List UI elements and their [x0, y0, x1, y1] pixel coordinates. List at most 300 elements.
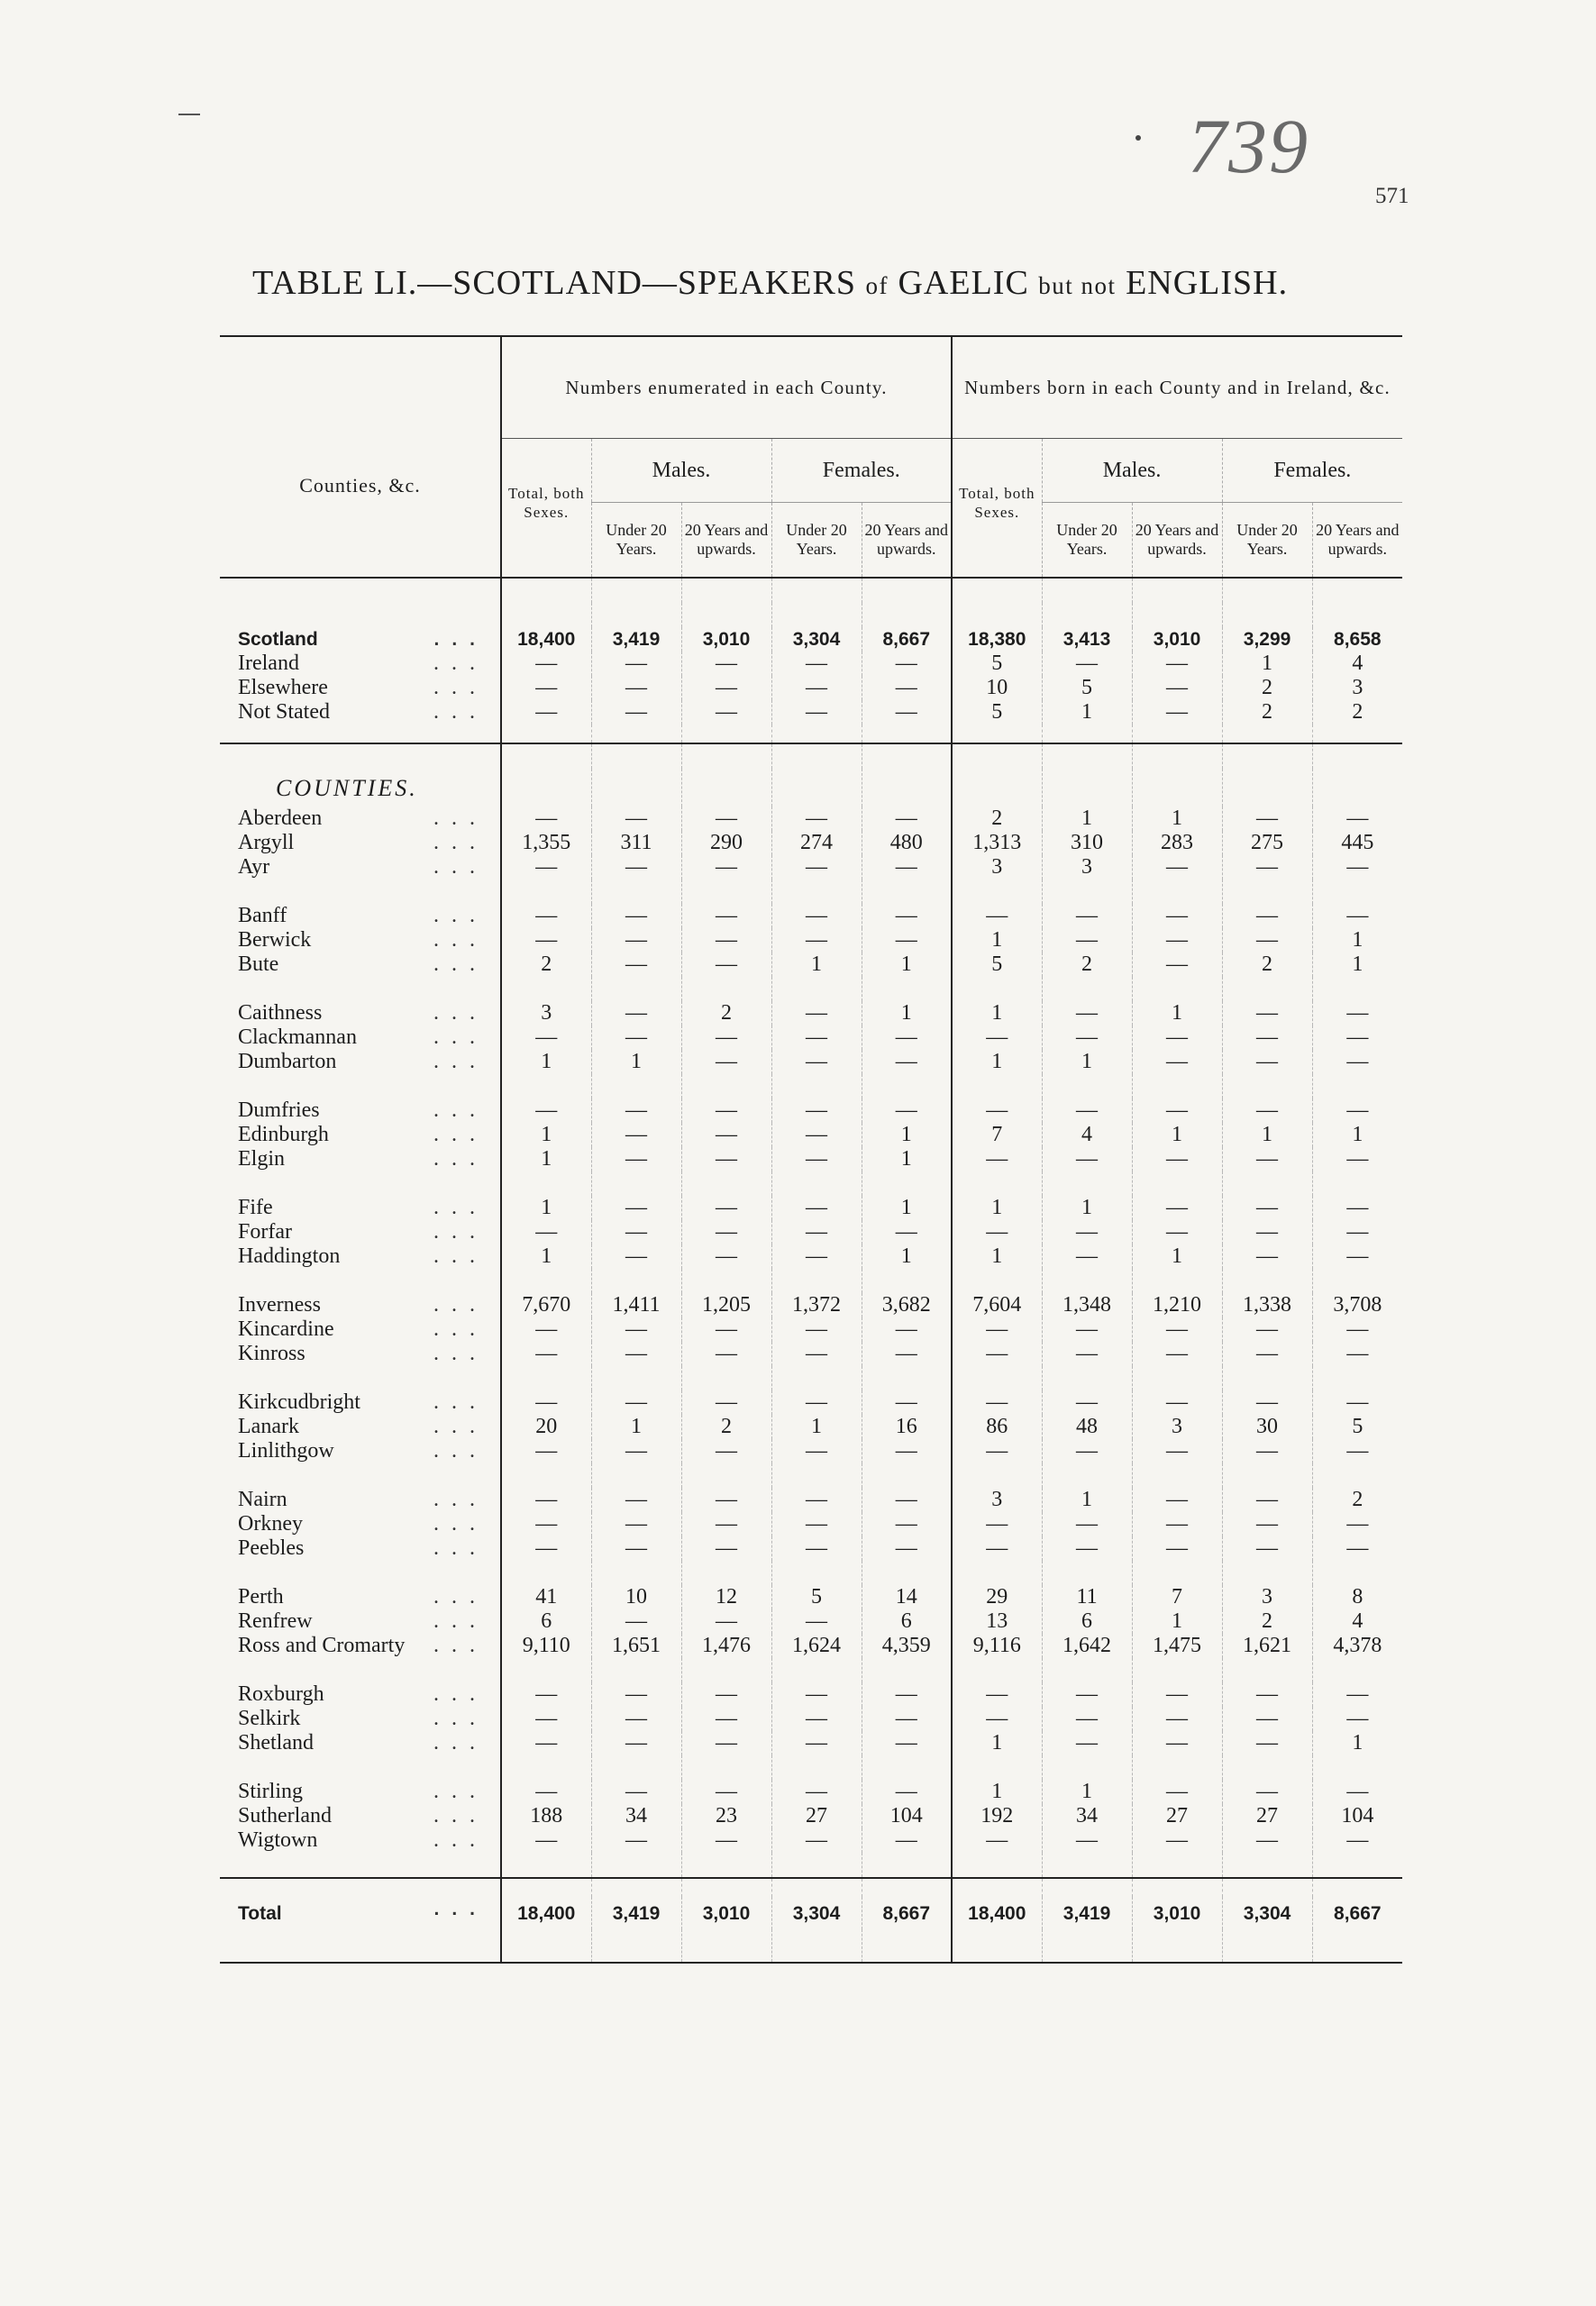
- value-cell: —: [771, 1707, 862, 1731]
- blank-cell: [1132, 1658, 1222, 1682]
- blank-cell: [1132, 880, 1222, 904]
- value-cell: 480: [862, 831, 952, 855]
- over-20-header: 20 Years and upwards.: [862, 503, 952, 579]
- leader-dots: ...: [433, 1512, 488, 1536]
- value-cell: —: [501, 1098, 591, 1123]
- value-cell: 2: [1222, 952, 1312, 977]
- blank-cell: [681, 769, 771, 807]
- blank-cell: [1312, 1755, 1402, 1780]
- value-cell: —: [1222, 1828, 1312, 1853]
- value-cell: —: [1132, 952, 1222, 977]
- value-cell: 4: [1312, 1609, 1402, 1634]
- value-cell: 4,378: [1312, 1634, 1402, 1658]
- value-cell: —: [681, 1731, 771, 1755]
- row-label: Selkirk: [238, 1707, 301, 1730]
- value-cell: —: [501, 652, 591, 676]
- leader-dots: ...: [433, 1147, 488, 1171]
- blank-cell: [771, 578, 862, 603]
- value-cell: —: [681, 1317, 771, 1342]
- value-cell: —: [1312, 1780, 1402, 1804]
- leader-dots: ...: [433, 1899, 488, 1919]
- leader-dots: ...: [433, 700, 488, 724]
- blank-cell: [220, 603, 501, 627]
- value-cell: —: [591, 1098, 681, 1123]
- blank-cell: [952, 1853, 1042, 1878]
- blank-cell: [1312, 880, 1402, 904]
- value-cell: —: [1312, 855, 1402, 880]
- value-cell: 10: [952, 676, 1042, 700]
- value-cell: —: [1132, 1536, 1222, 1561]
- county-row: [220, 1196, 1402, 1220]
- row-label-cell: [220, 1244, 501, 1269]
- value-cell: 1,355: [501, 831, 591, 855]
- row-label: Ross and Cromarty: [238, 1634, 406, 1657]
- value-cell: 18,400: [501, 627, 591, 652]
- value-cell: 1: [862, 1147, 952, 1171]
- blank-cell: [771, 603, 862, 627]
- row-label: Total: [238, 1902, 282, 1924]
- title-part: TABLE LI.—SCOTLAND—SPEAKERS: [252, 264, 866, 302]
- row-label: Not Stated: [238, 700, 330, 724]
- blank-cell: [1312, 977, 1402, 1001]
- leader-dots: ...: [433, 1001, 488, 1025]
- value-cell: 1,624: [771, 1634, 862, 1658]
- value-cell: —: [1312, 1001, 1402, 1025]
- value-cell: —: [1132, 904, 1222, 928]
- value-cell: —: [501, 904, 591, 928]
- county-row: [220, 855, 1402, 880]
- value-cell: 3,010: [681, 627, 771, 652]
- value-cell: —: [501, 1488, 591, 1512]
- blank-cell: [952, 1878, 1042, 1897]
- blank-cell: [591, 1929, 681, 1963]
- value-cell: 3: [952, 855, 1042, 880]
- value-cell: 1: [501, 1123, 591, 1147]
- value-cell: 1: [1222, 652, 1312, 676]
- value-cell: —: [681, 1390, 771, 1415]
- county-row: [220, 1050, 1402, 1074]
- value-cell: —: [1222, 904, 1312, 928]
- value-cell: —: [952, 1536, 1042, 1561]
- value-cell: 3,010: [1132, 627, 1222, 652]
- value-cell: —: [952, 1342, 1042, 1366]
- value-cell: —: [1132, 700, 1222, 725]
- value-cell: —: [591, 1609, 681, 1634]
- value-cell: —: [862, 1342, 952, 1366]
- row-label: Renfrew: [238, 1609, 313, 1633]
- value-cell: 1: [1312, 928, 1402, 952]
- blank-cell: [681, 1074, 771, 1098]
- value-cell: —: [771, 1196, 862, 1220]
- blank-cell: [1132, 1853, 1222, 1878]
- blank-cell: [952, 1463, 1042, 1488]
- blank-cell: [681, 725, 771, 743]
- leader-dots: ...: [433, 629, 488, 650]
- value-cell: —: [501, 1220, 591, 1244]
- row-label-cell: [220, 1415, 501, 1439]
- blank-cell: [771, 725, 862, 743]
- county-row: [220, 1488, 1402, 1512]
- blank-cell: [501, 1929, 591, 1963]
- over-20-header: 20 Years and upwards.: [1132, 503, 1222, 579]
- spacer-row: [220, 1269, 1402, 1293]
- value-cell: 1,475: [1132, 1634, 1222, 1658]
- blank-cell: [1042, 1074, 1132, 1098]
- blank-cell: [952, 769, 1042, 807]
- leader-dots: ...: [433, 1390, 488, 1414]
- value-cell: —: [501, 1780, 591, 1804]
- value-cell: —: [681, 904, 771, 928]
- value-cell: —: [771, 1731, 862, 1755]
- row-label-cell: [220, 1123, 501, 1147]
- value-cell: —: [1042, 1147, 1132, 1171]
- blank-cell: [1312, 1561, 1402, 1585]
- value-cell: —: [1222, 1536, 1312, 1561]
- row-label-cell: [220, 928, 501, 952]
- blank-cell: [681, 1463, 771, 1488]
- county-row: [220, 952, 1402, 977]
- leader-dots: ...: [433, 652, 488, 675]
- blank-cell: [952, 1171, 1042, 1196]
- value-cell: —: [1042, 1025, 1132, 1050]
- blank-cell: [952, 1929, 1042, 1963]
- row-label-cell: [220, 1390, 501, 1415]
- value-cell: 2: [1042, 952, 1132, 977]
- value-cell: —: [1132, 1342, 1222, 1366]
- value-cell: —: [591, 1536, 681, 1561]
- value-cell: 1: [1042, 1050, 1132, 1074]
- blank-cell: [501, 1366, 591, 1390]
- value-cell: —: [1042, 904, 1132, 928]
- value-cell: —: [681, 1147, 771, 1171]
- row-label-cell: [220, 652, 501, 676]
- row-label: Aberdeen: [238, 807, 323, 830]
- value-cell: —: [591, 1244, 681, 1269]
- blank-cell: [591, 1561, 681, 1585]
- value-cell: 4: [1312, 652, 1402, 676]
- value-cell: —: [862, 1025, 952, 1050]
- value-cell: —: [591, 1342, 681, 1366]
- blank-cell: [952, 1366, 1042, 1390]
- value-cell: 5: [952, 652, 1042, 676]
- value-cell: —: [681, 1025, 771, 1050]
- value-cell: —: [1222, 807, 1312, 831]
- value-cell: —: [1132, 928, 1222, 952]
- blank-cell: [681, 1269, 771, 1293]
- value-cell: 8,658: [1312, 627, 1402, 652]
- row-label: Inverness: [238, 1293, 321, 1317]
- value-cell: —: [1222, 1317, 1312, 1342]
- blank-cell: [1222, 1074, 1312, 1098]
- leader-dots: ...: [433, 1220, 488, 1244]
- females-header: Females.: [771, 439, 952, 503]
- blank-cell: [1222, 769, 1312, 807]
- males-header: Males.: [591, 439, 771, 503]
- value-cell: 3,419: [1042, 1897, 1132, 1929]
- value-cell: —: [591, 1682, 681, 1707]
- value-cell: —: [681, 1828, 771, 1853]
- blank-cell: [771, 1269, 862, 1293]
- blank-cell: [1222, 1171, 1312, 1196]
- value-cell: 188: [501, 1804, 591, 1828]
- value-cell: 1,313: [952, 831, 1042, 855]
- blank-cell: [1042, 880, 1132, 904]
- blank-cell: [591, 1366, 681, 1390]
- value-cell: 86: [952, 1415, 1042, 1439]
- blank-cell: [220, 1658, 501, 1682]
- value-cell: —: [501, 676, 591, 700]
- table-title: [252, 263, 1370, 303]
- under-20-header: Under 20 Years.: [591, 503, 681, 579]
- row-label: Peebles: [238, 1536, 305, 1560]
- summary-row: [220, 652, 1402, 676]
- blank-cell: [1132, 725, 1222, 743]
- value-cell: —: [1312, 1098, 1402, 1123]
- value-cell: 1: [1042, 1780, 1132, 1804]
- value-cell: —: [681, 1123, 771, 1147]
- county-row: [220, 904, 1402, 928]
- value-cell: —: [681, 1609, 771, 1634]
- value-cell: 192: [952, 1804, 1042, 1828]
- value-cell: —: [771, 676, 862, 700]
- value-cell: —: [1042, 1220, 1132, 1244]
- blank-cell: [1132, 1074, 1222, 1098]
- value-cell: 1: [952, 1244, 1042, 1269]
- row-label: Argyll: [238, 831, 295, 854]
- value-cell: —: [591, 676, 681, 700]
- males-header: Males.: [1042, 439, 1222, 503]
- value-cell: —: [862, 1512, 952, 1536]
- row-label: Elsewhere: [238, 676, 328, 699]
- value-cell: —: [771, 855, 862, 880]
- blank-cell: [771, 1366, 862, 1390]
- value-cell: —: [681, 676, 771, 700]
- value-cell: —: [862, 1731, 952, 1755]
- value-cell: 3,010: [681, 1897, 771, 1929]
- value-cell: 1: [952, 1050, 1042, 1074]
- county-row: [220, 1001, 1402, 1025]
- leader-dots: ...: [433, 1488, 488, 1511]
- females-header: Females.: [1222, 439, 1402, 503]
- value-cell: —: [1042, 1317, 1132, 1342]
- value-cell: 1: [591, 1415, 681, 1439]
- value-cell: —: [1042, 1342, 1132, 1366]
- row-label-cell: [220, 1780, 501, 1804]
- blank-cell: [862, 1853, 952, 1878]
- value-cell: 20: [501, 1415, 591, 1439]
- value-cell: 7: [952, 1123, 1042, 1147]
- blank-cell: [220, 1366, 501, 1390]
- blank-cell: [952, 743, 1042, 769]
- blank-cell: [1312, 578, 1402, 603]
- blank-cell: [1042, 1366, 1132, 1390]
- value-cell: —: [771, 1317, 862, 1342]
- row-label: Nairn: [238, 1488, 287, 1511]
- value-cell: 27: [1132, 1804, 1222, 1828]
- spacer-row: [220, 603, 1402, 627]
- value-cell: 1: [1042, 1196, 1132, 1220]
- value-cell: —: [681, 855, 771, 880]
- blank-cell: [681, 977, 771, 1001]
- blank-cell: [1312, 1463, 1402, 1488]
- value-cell: 1: [862, 1244, 952, 1269]
- row-label: Ireland: [238, 652, 299, 675]
- value-cell: —: [862, 652, 952, 676]
- row-label-cell: [220, 1585, 501, 1609]
- value-cell: —: [681, 952, 771, 977]
- county-row: [220, 1317, 1402, 1342]
- value-cell: —: [501, 928, 591, 952]
- leader-dots: ...: [433, 1415, 488, 1438]
- row-label: Banff: [238, 904, 287, 927]
- row-label: Dumfries: [238, 1098, 320, 1122]
- over-20-header: 20 Years and upwards.: [1312, 503, 1402, 579]
- blank-cell: [591, 743, 681, 769]
- blank-cell: [591, 977, 681, 1001]
- row-label: Perth: [238, 1585, 284, 1609]
- row-label-cell: [220, 855, 501, 880]
- blank-cell: [220, 1269, 501, 1293]
- value-cell: 1: [862, 1123, 952, 1147]
- row-label: Shetland: [238, 1731, 314, 1755]
- value-cell: —: [952, 1390, 1042, 1415]
- value-cell: —: [1312, 1707, 1402, 1731]
- leader-dots: ...: [433, 1780, 488, 1803]
- value-cell: —: [1222, 1707, 1312, 1731]
- spacer-row: [220, 1366, 1402, 1390]
- blank-cell: [1222, 1269, 1312, 1293]
- value-cell: —: [862, 1439, 952, 1463]
- blank-cell: [952, 725, 1042, 743]
- value-cell: —: [1312, 1196, 1402, 1220]
- value-cell: 5: [1042, 676, 1132, 700]
- spacer-row: [220, 1561, 1402, 1585]
- value-cell: —: [952, 1828, 1042, 1853]
- value-cell: —: [771, 1098, 862, 1123]
- value-cell: 3: [952, 1488, 1042, 1512]
- blank-cell: [771, 1853, 862, 1878]
- spacer-row: [220, 1463, 1402, 1488]
- value-cell: —: [771, 1488, 862, 1512]
- value-cell: —: [501, 1682, 591, 1707]
- value-cell: 6: [862, 1609, 952, 1634]
- value-cell: 1: [1042, 1488, 1132, 1512]
- leader-dots: ...: [433, 952, 488, 976]
- blank-cell: [1222, 725, 1312, 743]
- value-cell: —: [501, 1731, 591, 1755]
- blank-cell: [1042, 1463, 1132, 1488]
- table-end: [220, 1929, 1402, 1963]
- leader-dots: ...: [433, 904, 488, 927]
- blank-cell: [952, 1074, 1042, 1098]
- blank-cell: [1042, 1171, 1132, 1196]
- value-cell: —: [952, 1512, 1042, 1536]
- blank-cell: [220, 1561, 501, 1585]
- value-cell: —: [862, 1317, 952, 1342]
- blank-cell: [1222, 1463, 1312, 1488]
- blank-cell: [1132, 1269, 1222, 1293]
- value-cell: 3,708: [1312, 1293, 1402, 1317]
- county-row: [220, 1707, 1402, 1731]
- value-cell: 2: [681, 1415, 771, 1439]
- value-cell: —: [1222, 1098, 1312, 1123]
- value-cell: —: [591, 807, 681, 831]
- value-cell: —: [1312, 1390, 1402, 1415]
- value-cell: —: [1042, 1828, 1132, 1853]
- value-cell: —: [1222, 1196, 1312, 1220]
- blank-cell: [681, 1878, 771, 1897]
- blank-cell: [952, 1269, 1042, 1293]
- county-row: [220, 1585, 1402, 1609]
- row-label-cell: [220, 1098, 501, 1123]
- blank-cell: [1312, 1269, 1402, 1293]
- value-cell: —: [862, 1220, 952, 1244]
- value-cell: —: [862, 1050, 952, 1074]
- leader-dots: ...: [433, 1342, 488, 1365]
- value-cell: —: [1312, 807, 1402, 831]
- blank-cell: [681, 578, 771, 603]
- value-cell: —: [501, 1342, 591, 1366]
- blank-cell: [952, 977, 1042, 1001]
- value-cell: 1: [1132, 1609, 1222, 1634]
- value-cell: 310: [1042, 831, 1132, 855]
- blank-cell: [501, 1269, 591, 1293]
- value-cell: 1,621: [1222, 1634, 1312, 1658]
- blank-cell: [591, 1074, 681, 1098]
- row-label-cell: [220, 1731, 501, 1755]
- blank-cell: [591, 1853, 681, 1878]
- spacer-row: [220, 880, 1402, 904]
- value-cell: —: [1312, 1244, 1402, 1269]
- blank-cell: [1132, 1929, 1222, 1963]
- blank-cell: [1042, 1929, 1132, 1963]
- blank-cell: [1132, 1366, 1222, 1390]
- value-cell: 27: [1222, 1804, 1312, 1828]
- leader-dots: ...: [433, 1707, 488, 1730]
- blank-cell: [771, 769, 862, 807]
- blank-cell: [1042, 603, 1132, 627]
- leader-dots: ...: [433, 855, 488, 879]
- leader-dots: ...: [433, 1536, 488, 1560]
- blank-cell: [862, 880, 952, 904]
- row-label: Haddington: [238, 1244, 341, 1268]
- blank-cell: [952, 1658, 1042, 1682]
- value-cell: 8,667: [862, 1897, 952, 1929]
- value-cell: —: [1222, 1244, 1312, 1269]
- blank-cell: [501, 769, 591, 807]
- blank-cell: [1132, 769, 1222, 807]
- blank-cell: [1222, 578, 1312, 603]
- value-cell: 3,682: [862, 1293, 952, 1317]
- value-cell: —: [862, 1488, 952, 1512]
- blank-cell: [220, 1853, 501, 1878]
- title-part: but not: [1038, 272, 1117, 299]
- value-cell: —: [1222, 1001, 1312, 1025]
- blank-cell: [1222, 603, 1312, 627]
- value-cell: —: [1132, 1439, 1222, 1463]
- value-cell: 1: [1132, 1001, 1222, 1025]
- value-cell: —: [1312, 1512, 1402, 1536]
- blank-cell: [1312, 1171, 1402, 1196]
- value-cell: —: [591, 1828, 681, 1853]
- value-cell: —: [771, 1780, 862, 1804]
- value-cell: —: [681, 1050, 771, 1074]
- value-cell: 1: [501, 1244, 591, 1269]
- row-label-cell: [220, 1196, 501, 1220]
- total-row: [220, 1897, 1402, 1929]
- spacer-row: [220, 1074, 1402, 1098]
- value-cell: —: [681, 1439, 771, 1463]
